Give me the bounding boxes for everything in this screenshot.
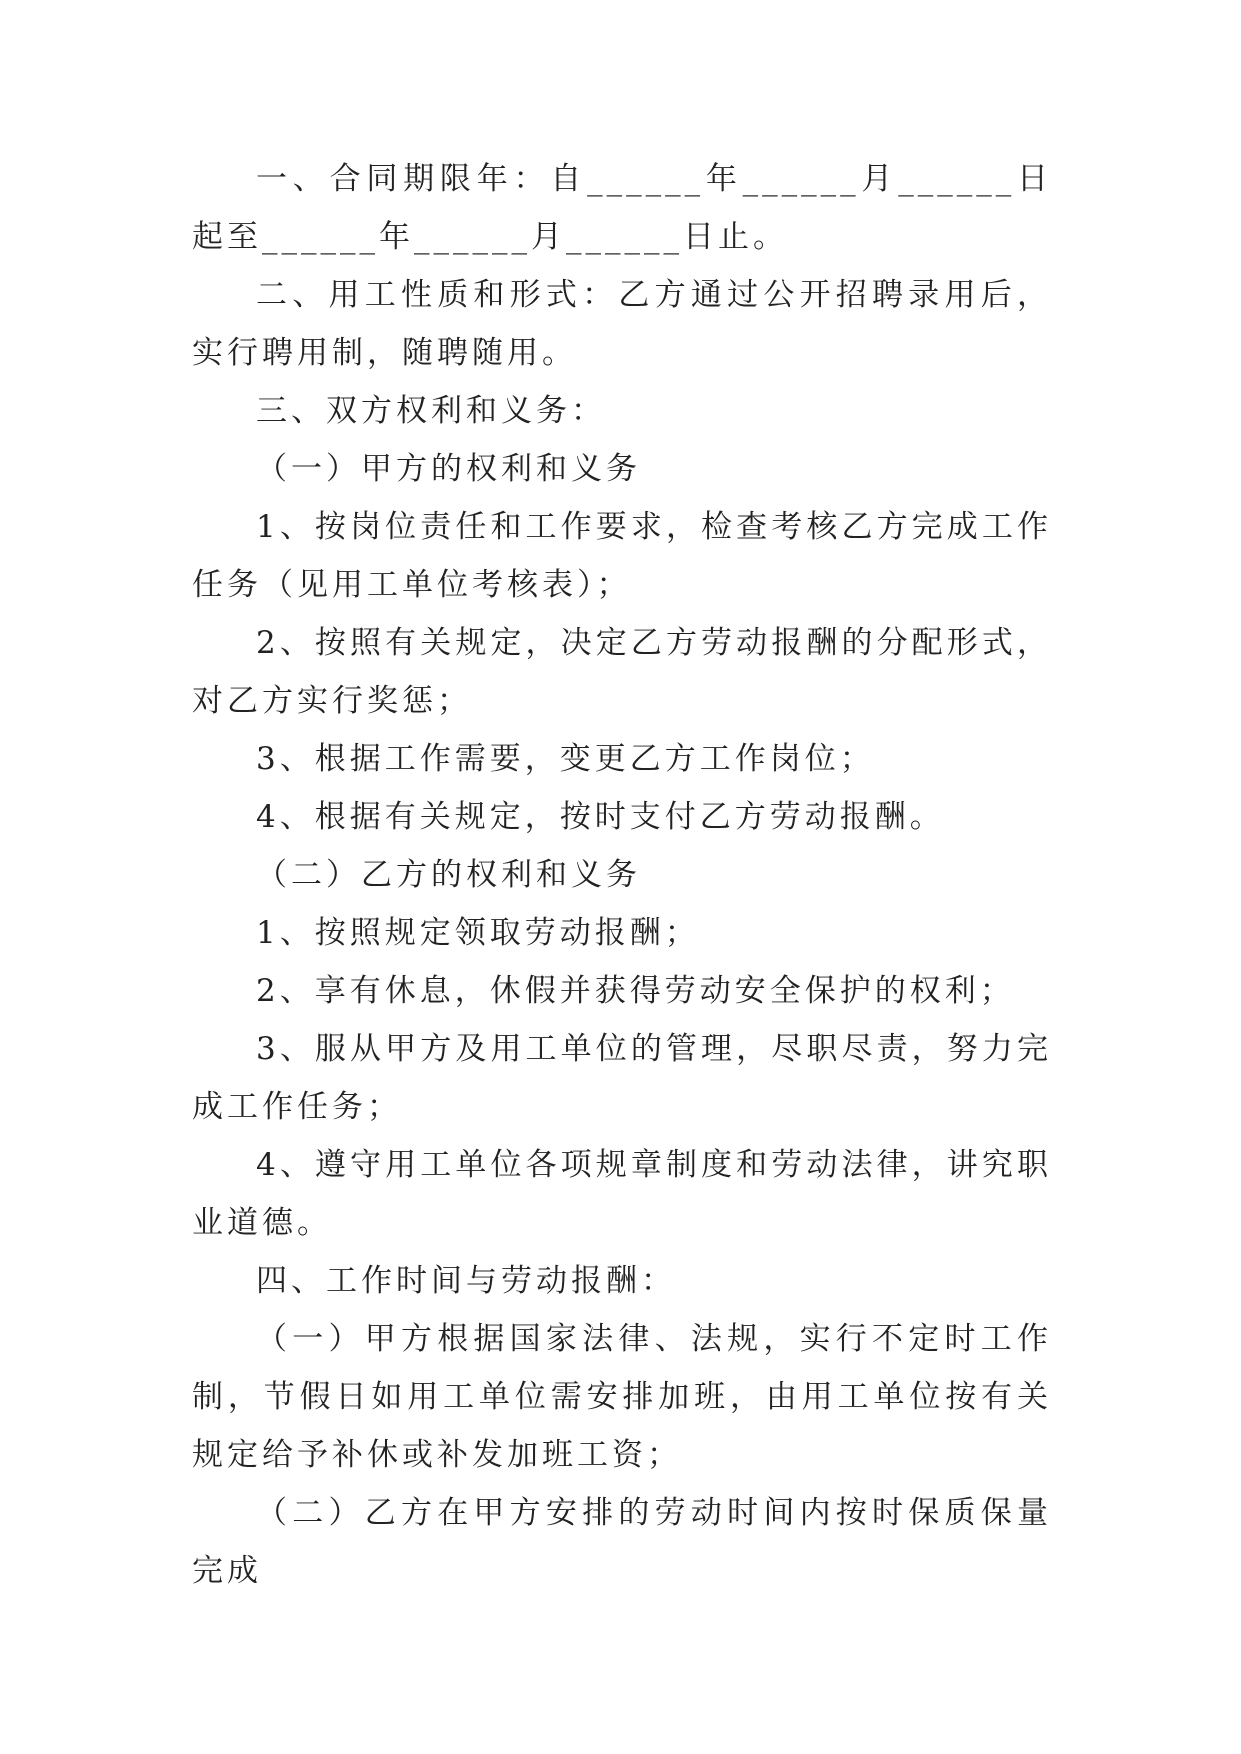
clause-employment-nature: 二、用工性质和形式：乙方通过公开招聘录用后，实行聘用制，随聘随用。 bbox=[192, 277, 1052, 371]
party-b-item-1: 1、按照规定领取劳动报酬； bbox=[256, 915, 700, 951]
party-a-item-1: 1、按岗位责任和工作要求，检查考核乙方完成工作任务（见用工单位考核表）； bbox=[192, 509, 1052, 603]
party-b-item-4: 4、遵守用工单位各项规章制度和劳动法律，讲究职业道德。 bbox=[192, 1147, 1052, 1241]
subsection-party-a: （一）甲方的权利和义务 bbox=[256, 451, 641, 487]
working-hours-item-2: （二）乙方在甲方安排的劳动时间内按时保质保量完成 bbox=[192, 1495, 1052, 1589]
party-b-item-3: 3、服从甲方及用工单位的管理，尽职尽责，努力完成工作任务； bbox=[192, 1031, 1052, 1125]
section-working-hours-pay: 四、工作时间与劳动报酬： bbox=[256, 1263, 676, 1299]
subsection-party-b: （二）乙方的权利和义务 bbox=[256, 857, 641, 893]
working-hours-item-1: （一）甲方根据国家法律、法规，实行不定时工作制，节假日如用工单位需安排加班，由用工单位按有关规定给予补休或补发加班工资； bbox=[192, 1321, 1052, 1473]
party-a-item-3: 3、根据工作需要，变更乙方工作岗位； bbox=[256, 741, 875, 777]
party-a-item-4: 4、根据有关规定，按时支付乙方劳动报酬。 bbox=[256, 799, 945, 835]
document-body bbox=[192, 150, 1052, 1600]
party-b-item-2: 2、享有休息，休假并获得劳动安全保护的权利； bbox=[256, 973, 1015, 1009]
party-a-item-2: 2、按照有关规定，决定乙方劳动报酬的分配形式，对乙方实行奖惩； bbox=[192, 625, 1052, 719]
clause-contract-term: 一、合同期限年：自______年______月______日起至______年______月______日止。 bbox=[192, 161, 1052, 255]
section-rights-obligations: 三、双方权利和义务： bbox=[256, 393, 606, 429]
